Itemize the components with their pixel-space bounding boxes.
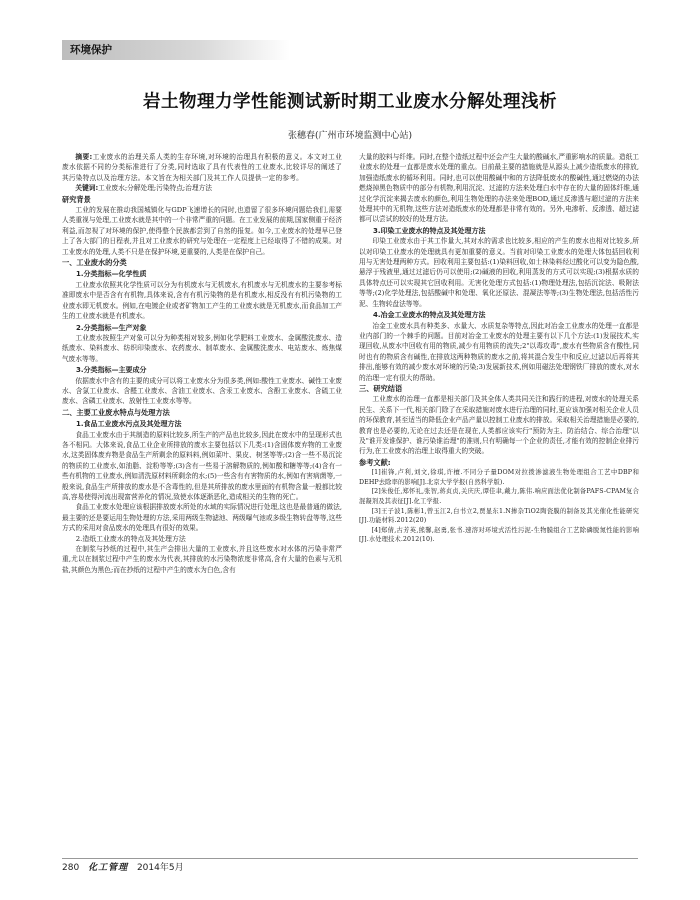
heading-background: 研究背景: [62, 194, 91, 204]
paragraph: 食品工业废水处理应该根据排放废水所处的水域的实际情况进行处理,这也是最普通的做法,最主要的还是要运用生物处理的方法,采用两级生物滤池、两级曝气池或多级生物转盘等等,这些方式的采用对食品废水的处理具有很好的效果。: [62, 503, 342, 533]
paragraph: 印染工业废水由于其工作量大,其对水的需求也比较多,相应的产生的废水也相对比较多,所以对印染工业废水的处理就具有更加重要的意义。当前对印染工业废水的处理大体包括回收利用与无害处理两种方式。回收利用主要包括:(1)染料回收,如士林染料经过酸化可以变为隐色酸,悬浮于残液里,通过过滤后仍可以使用;(2)碱液的回收,利用蒸发的方式可以实现;(3)根据水质的具体特点还可以实现其它回收利用。无害化处理方式包括:(1)物理处理法,包括沉淀法、吸附法等等;(2)化学处理法,包括酸碱中和处理、氧化还原法、混凝法等等;(3)生物处理法,包括活性污泥、生物转盘法等等。: [359, 237, 639, 308]
paragraph: 冶金工业废水具有种类多、水量大、水质复杂等特点,因此对冶金工业废水的处理一直都是业内部门的一个棘手的问题。目前对冶金工业废水的处理主要有以下几个方法:(1)发展技术,实现回收,从废水中回收有用的物质,减少有用物质的流失;2"以毒攻毒",废水有些物质含有酸性,同时也有的物质含有碱性,在排放这两种物质的废水之前,将其混合发生中和反应,过滤以后再将其排出,能够有效的减少废水对环境的污染;3)发展新技术,例如用磁法处理钢铁厂排放的废水,对水的治理一定有很大的帮助。: [359, 321, 639, 382]
article-author: 张穗春(广州市环境监测中心站): [287, 131, 413, 141]
heading-1-1: 1.分类指标—化学性质: [76, 270, 147, 279]
page-number: 280: [62, 863, 80, 873]
heading-section-2: 二、主要工业废水特点与处理方法: [62, 407, 170, 417]
heading-2-2: 2.造纸工业废水的特点及其处理方法: [75, 534, 186, 543]
journal-name: 化工管理: [88, 863, 129, 873]
article-title: 岩土物理力学性能测试新时期工业废水分解处理浅析: [143, 92, 557, 112]
abstract-label: 摘要:: [75, 153, 93, 161]
reference-item: [4]郑倩,古芳英,熊馨,赵勇,张书.速溶对环境式活性污泥-生物膜组合工艺除磷脱氮性能的影响[J].水处理技术.2012(10).: [359, 526, 639, 544]
heading-2-3: 3.印染工业废水的特点及其处理方法: [373, 226, 486, 235]
keywords-label: 关键词:: [75, 184, 99, 193]
heading-section-3: 三、研究结语: [359, 383, 403, 393]
reference-item: [2]朱俊任,郑怀礼,张智,蒋贞贞,关庆庆,谭佳聿,戴力,陈伟.响应面法优化制备PAFS-CPAM复合混凝剂及其表征[J].化工学报.: [359, 488, 639, 505]
section-tab: 环境保护: [62, 40, 290, 60]
heading-2-4: 4.冶金工业废水的特点及其处理方法: [373, 311, 486, 320]
right-column: [359, 152, 639, 842]
paragraph: 工业的发展在推动我国城镇化与GDP飞速增长的同时,也遗留了很多环境问题给我们,需要人类重视与处理,工业废水就是其中的一个非常严重的问题。在工业发展的前期,国家侧重于经济利益,而忽视了对环境的保护,使得整个民族都尝到了自然的报复。如今,工业废水的处理早已登上了各大部门的日程表,并且对工业废水的研究与处理在一定程度上已经取得了不错的成果。对工业废水的处理,人类不只是在保护环境,更重要的,人类是在保护自己。: [62, 206, 342, 256]
heading-1-3: 3.分类指标—主要成分: [76, 366, 147, 375]
reference-item: [3]王子波1,陈彬1,曾玉江2,白书立2,贾显东1.N掺杂TiO2陶瓷膜的制备及其光催化性能研究[J].功能材料.2012(20): [359, 507, 639, 525]
heading-2-1: 1.食品工业废水污点及其处理方法: [76, 420, 182, 429]
paragraph: 食品工业废水由于其制造的原料比较多,所生产的产品也比较多,因此在废水中的呈现形式也各不相同。大体来说,食品工业企业所排放的废水主要包括以下几类:(1)含固体废弃物的工业废水,这类固体废弃物是食品生产所剩余的原料料,例如菜叶、果皮、树茎等等;(2)含一些不易沉淀的物质的工业废水,如油脂、淀粉等等;(3)含有一些易于溶解物质的,例如酸和糖等等;(4)含有一些有机物的工业废水,例如清洗原材料所剩余的水;(5)一些含有有害物质的水,例如有害病菌等,一般来说,食品生产所排放的废水是不含毒性的,但是其所排放的废水里面的有机物含量一般都比较高,容易使得河流出现富营养化的情况,致使水体逐渐恶化,造成相关的生物的死亡。: [62, 430, 342, 501]
paragraph: 大量的胶料与纤维。同时,在整个造纸过程中还会产生大量的酸碱水,严重影响水的质量。造纸工业废水的处理一直都是废水处理的重点。目前最主要的措施就是从源头上减少造纸废水的排放,加强造纸废水的循环利用。同时,也可以使用酸碱中和的方法降低废水的酸碱性,通过燃烧的办法燃烧掉黑色物质中的部分有机物,利用沉淀、过滤的方法来处理白水中存在的大量的固体纤维,通过化学沉淀来揭去废水的颜色,利用生物处理的办法来处理BOD,通过反渗透与超过滤的方法来处理其中的无机物,这些方法对造纸废水的处理都是非常有效的。另外,电渗析、反渗透、超过滤都可以尝试的较好的处理方法。: [359, 153, 639, 224]
heading-section-1: 一、工业废水的分类: [62, 258, 127, 268]
paragraph: 在制浆与抄纸的过程中,其生产会排出大量的工业废水,并且这些废水对水体的污染非常严重,尤以在制浆过程中产生的废水为代表,其排放的水污染物浓度非常高,含有大量的色素与无机盐,其颜色为黑色;而在抄纸的过程中产生的废水为白色,含有: [62, 545, 342, 574]
references-heading: 参考文献:: [359, 457, 391, 467]
paragraph: 工业废水的治理一直都是相关部门及其全体人类共同关注和践行的进程,对废水的处理关系民生、关系下一代,相关部门除了在采取措施对废水进行治理的同时,更应该加强对相关企业人员的环保教育,甚至适当的降低企业产品产量以控制工业废水的排放。采取相关治理措施是必要的,教育也是必要的,无论在过去还是在现在,人类都应该实行"预防为主、防治结合、综合治理"以及"谁开发谁保护、谁污染谁治理"的准则,只有明确每一个企业的责任,才能有效的控制企业排污行为,在工业废水的治理上取得重大的突破。: [359, 395, 639, 456]
paragraph: 依据废水中含有的主要的成分可以将工业废水分为很多类,例如:酸性工业废水、碱性工业废水、含氯工业废水、含醛工业废水、含油工业废水、含汞工业废水、含酚工业废水、含硫工业废水、含磷工业废水、放射性工业废水等等。: [62, 376, 342, 406]
heading-1-2: 2.分类指标—生产对象: [76, 323, 147, 332]
page-footer: [62, 858, 638, 877]
abstract-text: 工业废水的治理关系人类的生存环境,对环境的治理具有积极的意义。本文对工业废水依据不同的分类标准进行了分类,同时选取了具有代表性的工业废水,比较详尽的阐述了其污染特点以及治理方法。本文旨在为相关部门及其工作人员提供一定的参考。: [62, 153, 342, 182]
issue-date: 2014年5月: [136, 863, 184, 873]
reference-item: [1]崔锋,卢利,刘文,徐琪,许檀.不同分子量DOM对拉拨渗滤液生物处理组合工艺中DBP和DEHP去除率的影响[J].北京大学学报(自然科学版).: [359, 469, 639, 486]
left-column: [62, 152, 342, 842]
keywords-text: 工业废水;分解处理;污染特点;治理方法: [98, 184, 212, 193]
paragraph: 工业废水依照其化学性质可以分为有机废水与无机废水,有机废水与无机废水的主要参考标准即废水中是否含有有机物,具体来说,含有有机污染物的是有机废水,相反没有有机污染物的工业废水即无机废水。例如,在电镀企业或者矿物加工产生的工业废水就是无机废水,而食品加工产生的工业废水就是有机废水。: [62, 280, 342, 321]
keywords: [62, 183, 342, 193]
abstract: [62, 152, 342, 183]
paragraph: 工业废水按照生产对象可以分为种类相对较多,例如化学肥料工业废水、金属酸洗废水、造纸废水、染料废水、纺织印染废水、农药废水、制革废水、金属酸洗废水、电站废水、炼焦煤气废水等等。: [62, 333, 342, 363]
